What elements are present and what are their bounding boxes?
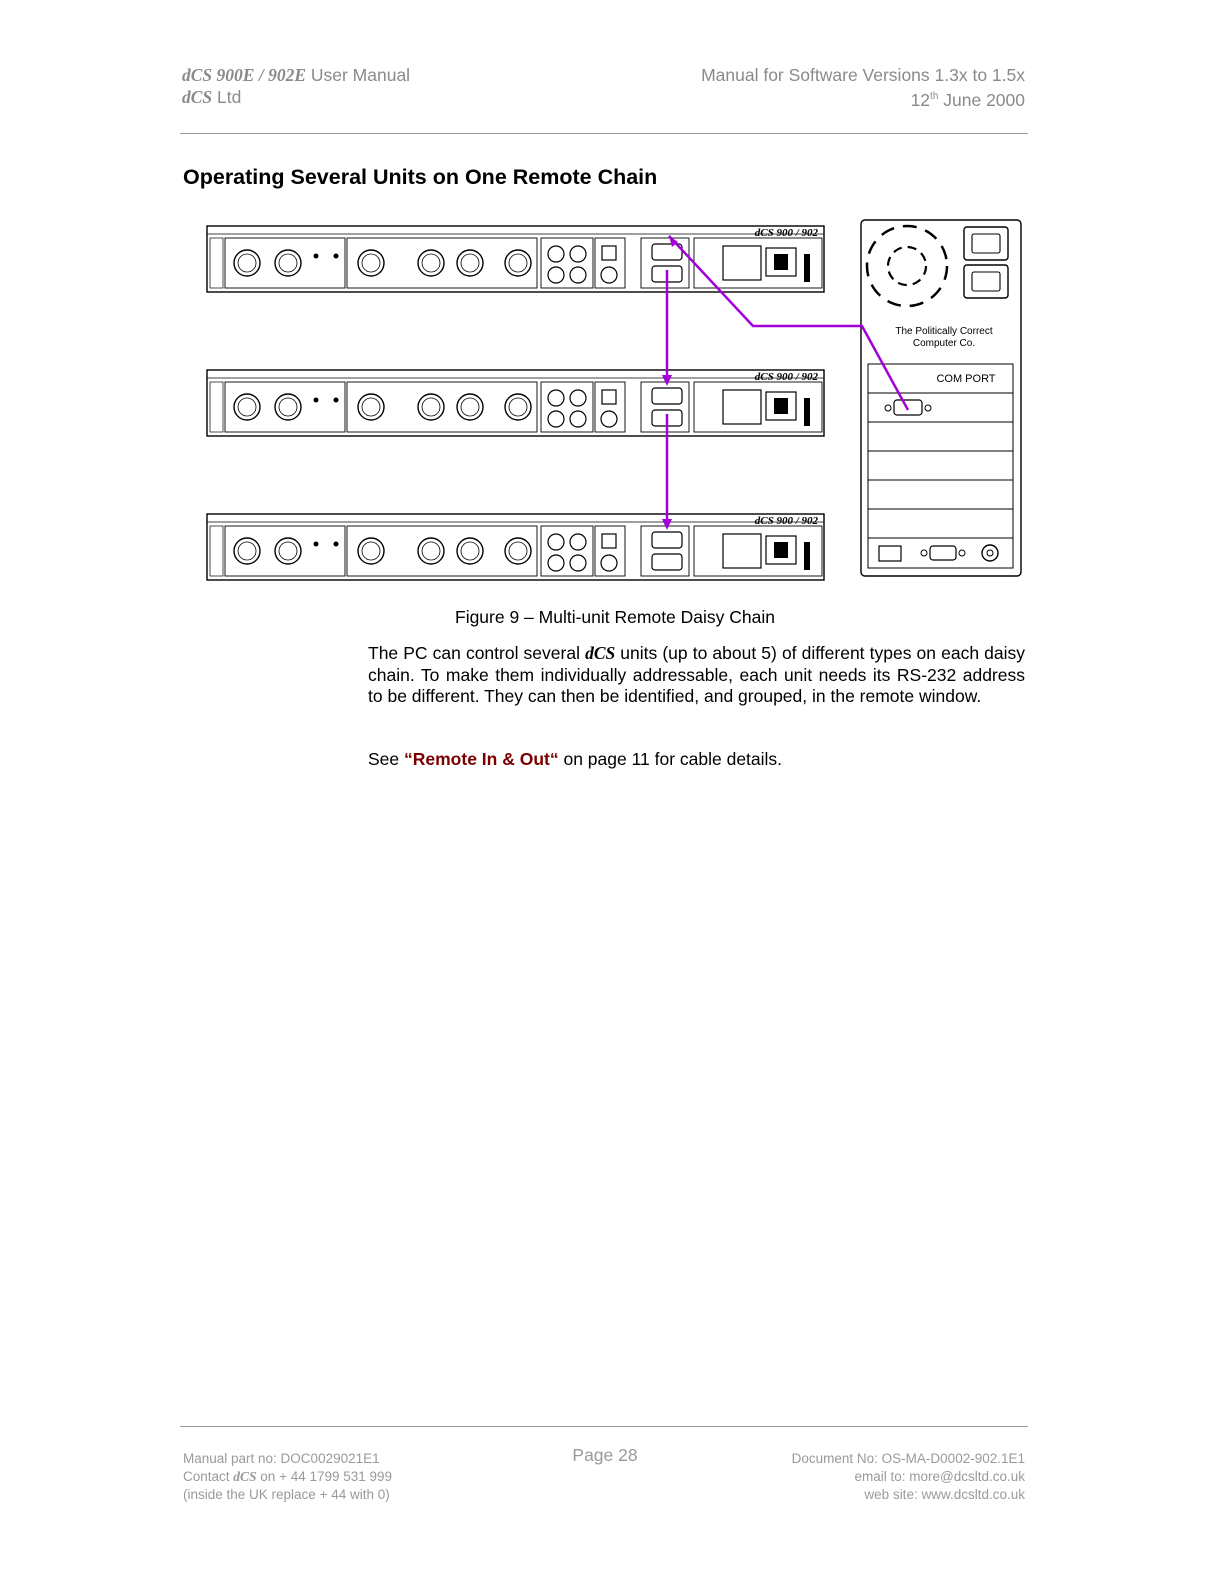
dcs-unit-1: [207, 226, 824, 292]
pc-computer: [861, 220, 1021, 576]
pc-label-line1: The Politically Correct: [895, 326, 993, 337]
header-left: [182, 64, 410, 108]
remote-in-out-link[interactable]: “Remote In & Out“: [404, 749, 559, 769]
footer-right: [792, 1450, 1025, 1504]
p1-brand: dCS: [585, 643, 616, 663]
p2-before: See: [368, 749, 404, 769]
header-product-brand: dCS 900E / 902E: [182, 65, 306, 85]
section-title: Operating Several Units on One Remote Chain: [183, 165, 658, 189]
header-date-rest: June 2000: [938, 89, 1025, 110]
footer-contact: [183, 1468, 392, 1486]
com-port-label: COM PORT: [936, 373, 996, 385]
dcs-unit-3: [207, 514, 824, 580]
page-number: Page 28: [572, 1445, 638, 1465]
footer-part-number: Manual part no: DOC0029021E1: [183, 1451, 380, 1466]
dcs-unit-2: [207, 370, 824, 436]
usb-port-icon: [879, 546, 901, 561]
daisy-chain-figure: [200, 210, 1030, 582]
footer-rule: [180, 1426, 1028, 1427]
header-date-day: 12: [910, 89, 931, 110]
header-date-suffix: th: [930, 91, 939, 102]
footer-contact-brand: dCS: [233, 1469, 257, 1484]
bnc-port-icon: [982, 545, 998, 561]
unit-1-brand: dCS 900 / 902: [754, 227, 818, 239]
unit-2-brand: dCS 900 / 902: [754, 371, 818, 383]
figure-caption: Figure 9 – Multi-unit Remote Daisy Chain: [455, 607, 775, 627]
header-right: [701, 64, 1025, 111]
body-paragraph-2: [368, 749, 1025, 771]
header-rule: [180, 133, 1028, 134]
footer-contact-before: Contact: [183, 1469, 234, 1484]
header-product-text: User Manual: [306, 65, 411, 85]
header-software-versions: Manual for Software Versions 1.3x to 1.5x: [701, 65, 1025, 85]
footer-contact-after: on + 44 1799 531 999: [256, 1469, 393, 1484]
serial-port-icon: [930, 546, 956, 560]
footer-left: [183, 1450, 392, 1504]
header-company-text: Ltd: [212, 87, 242, 107]
footer-document-number: Document No: OS-MA-D0002-902.1E1: [791, 1451, 1025, 1466]
footer-uk-note: (inside the UK replace + 44 with 0): [183, 1487, 390, 1502]
footer-website[interactable]: web site: www.dcsltd.co.uk: [864, 1487, 1025, 1502]
body-paragraph-1: [368, 643, 1025, 708]
pc-label-line2: Computer Co.: [912, 338, 976, 349]
p1-after: units (up to about 5) of different types on each daisy chain. To make them individually addressable, each unit needs its RS-232 address to be different. They can then be identified, and grouped, in the remote window.: [368, 643, 1025, 706]
footer-email[interactable]: email to: more@dcsltd.co.uk: [854, 1469, 1025, 1484]
header-company-brand: dCS: [182, 87, 213, 107]
unit-3-brand: dCS 900 / 902: [754, 515, 818, 527]
p1-before: The PC can control several: [368, 643, 586, 663]
header-date: [701, 86, 1025, 111]
p2-after: on page 11 for cable details.: [558, 749, 783, 769]
